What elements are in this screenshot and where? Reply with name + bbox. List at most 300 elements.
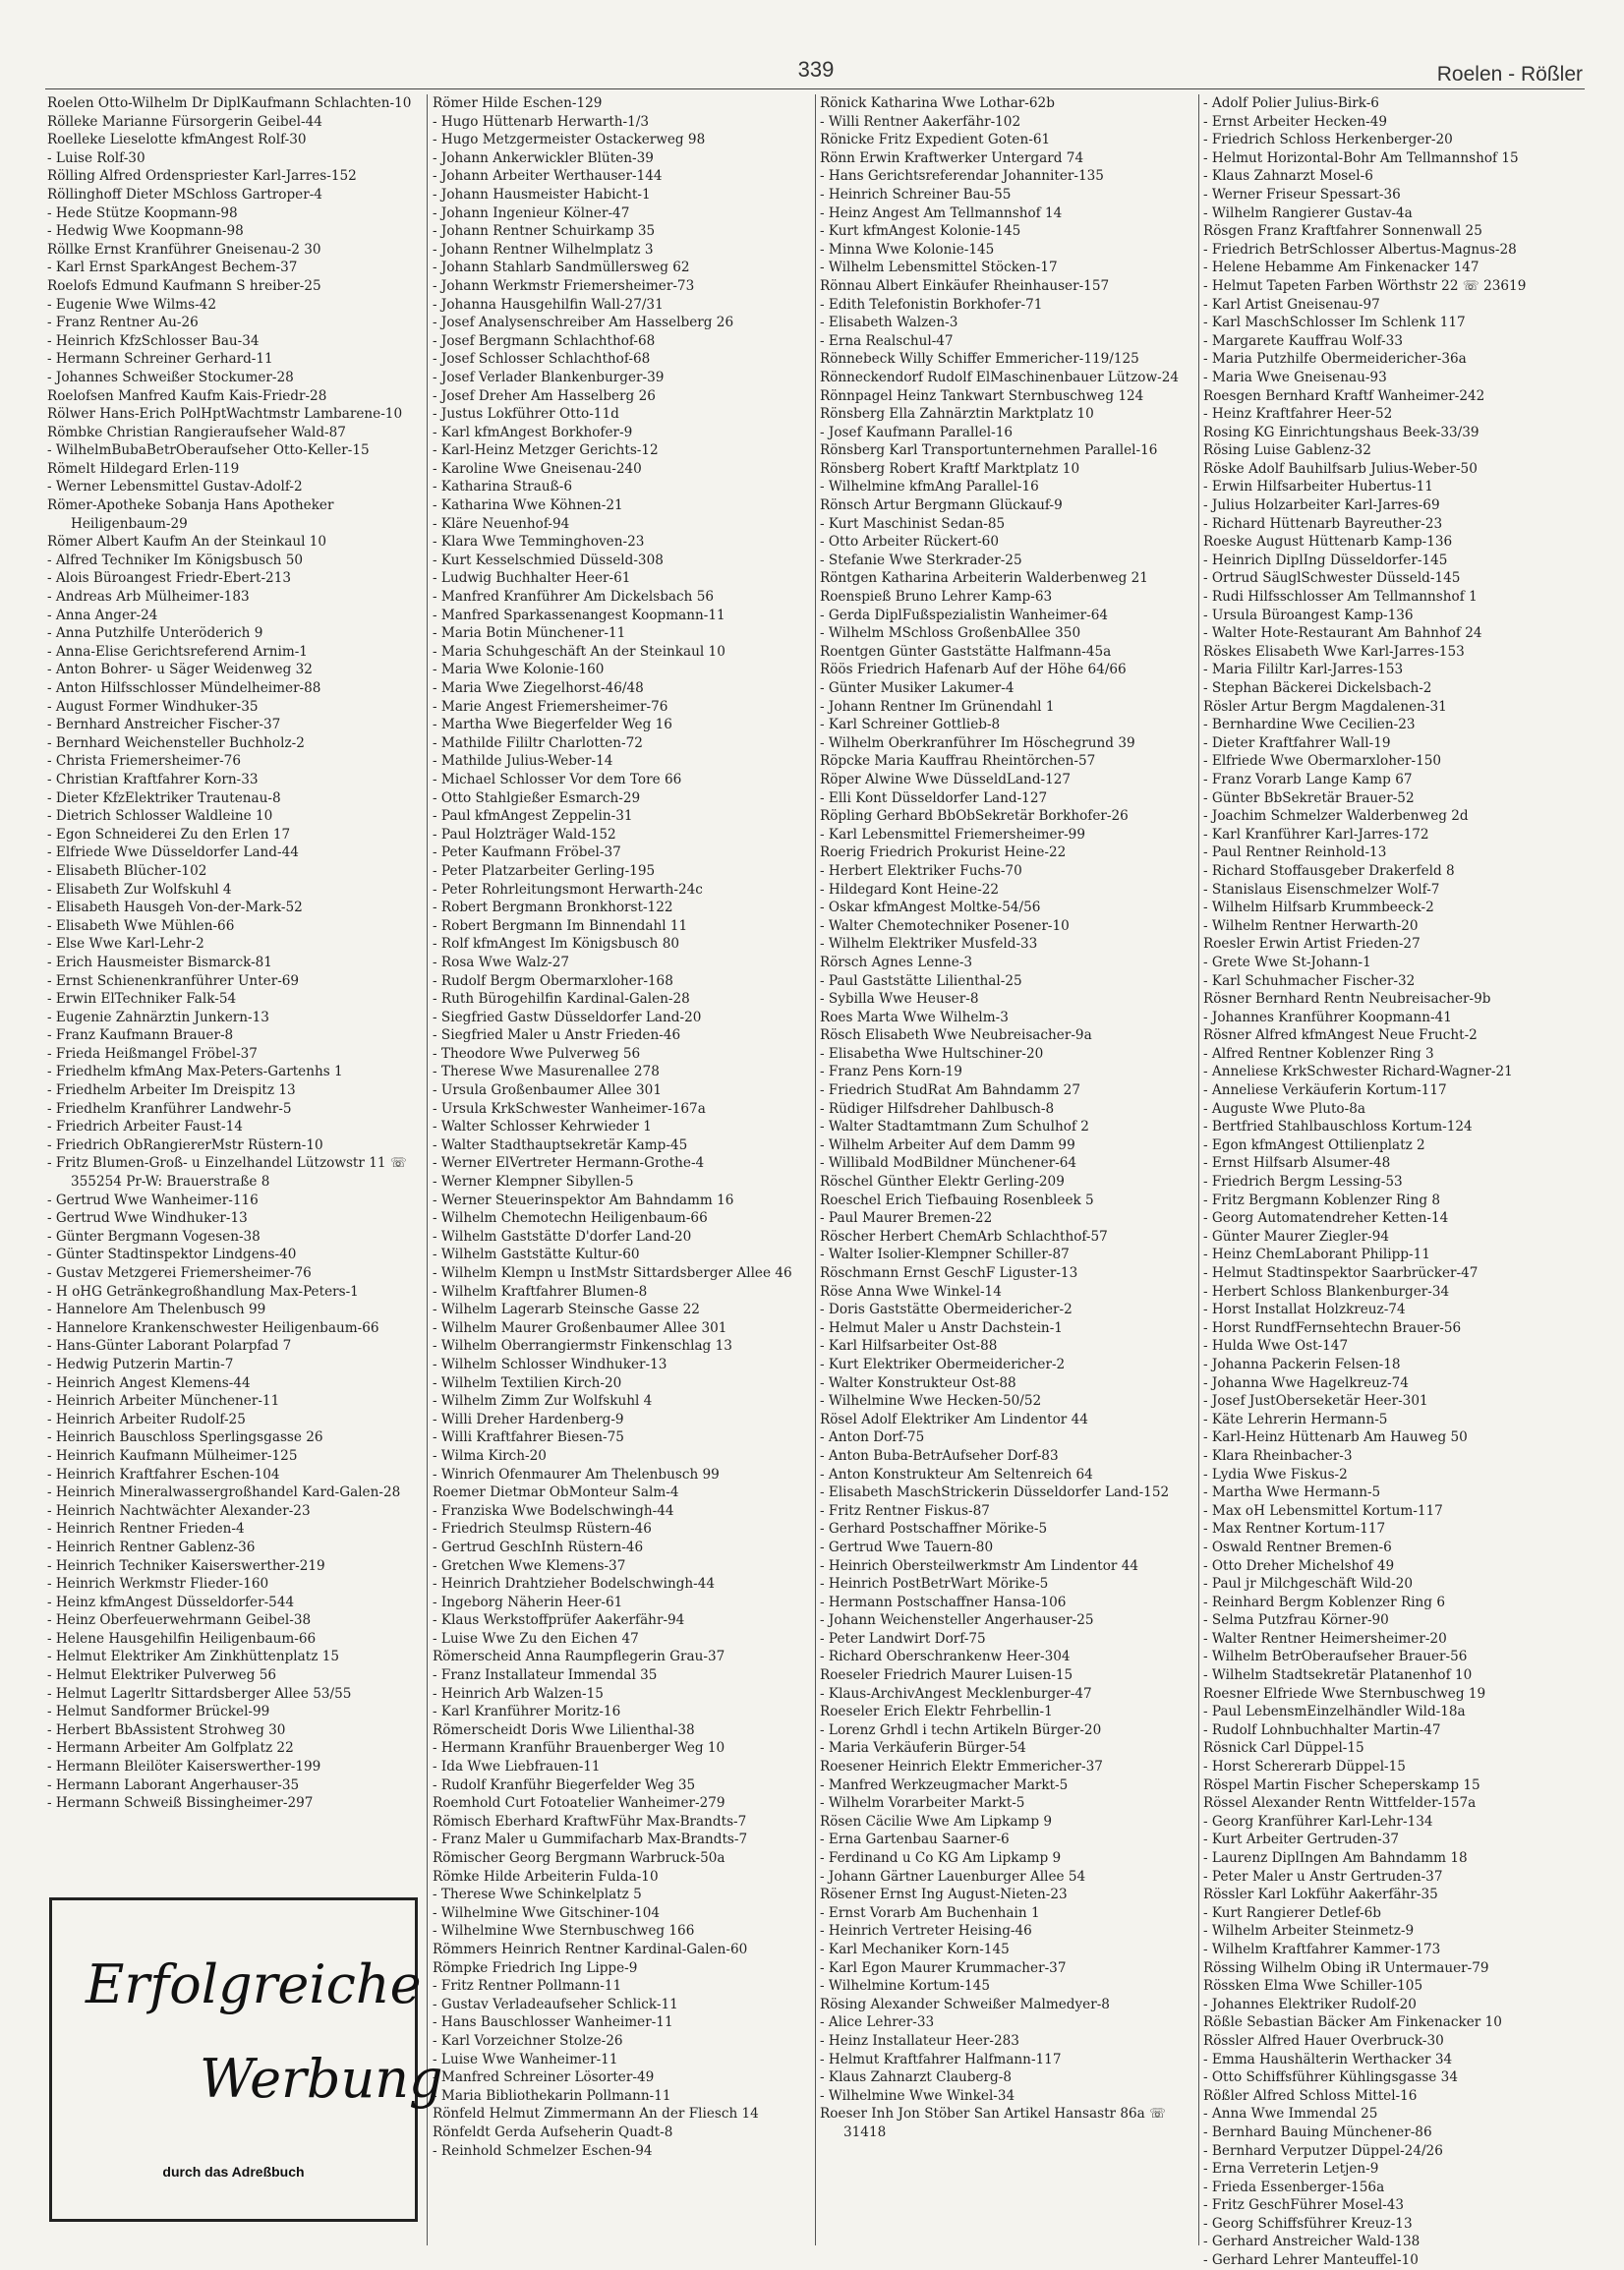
directory-entry: - Elisabeth Walzen-3	[820, 315, 958, 331]
directory-entry: - Wilhelmine kfmAng Parallel-16	[820, 479, 1039, 495]
directory-entry: - Ludwig Buchhalter Heer-61	[433, 570, 631, 587]
directory-entry: - Ursula Büroangest Kamp-136	[1203, 607, 1414, 623]
directory-entry: Rönnpagel Heinz Tankwart Sternbuschweg 124	[820, 387, 1144, 404]
directory-entry: - Peter Rohrleitungsmont Herwarth-24c	[433, 881, 703, 898]
directory-entry: - Walter Chemotechniker Posener-10	[820, 917, 1070, 934]
directory-entry: - Elli Kont Düsseldorfer Land-127	[820, 789, 1048, 806]
directory-entry: - Dieter Kraftfahrer Wall-19	[1203, 734, 1391, 751]
directory-entry: - Johann Ingenieur Kölner-47	[433, 204, 630, 221]
directory-entry: - Helmut Kraftfahrer Halfmann-117	[820, 2051, 1062, 2067]
directory-entry: - Wilhelmine Wwe Winkel-34	[820, 2087, 1015, 2104]
directory-entry: - Anton Dorf-75	[820, 1429, 925, 1446]
directory-entry: - Johannes Kranführer Koopmann-41	[1203, 1009, 1452, 1025]
directory-entry: - Bernhardine Wwe Cecilien-23	[1203, 717, 1416, 733]
directory-entry: - Theodore Wwe Pulverweg 56	[433, 1045, 641, 1062]
directory-entry: - Helmut Elektriker Pulverweg 56	[47, 1667, 277, 1684]
directory-entry: - Stephan Bäckerei Dickelsbach-2	[1203, 680, 1432, 696]
directory-column-2	[433, 94, 812, 2242]
directory-entry: Rössler Karl Lokführ Aakerfähr-35	[1203, 1887, 1438, 1903]
directory-entry: - Karl Vorzeichner Stolze-26	[433, 2032, 623, 2049]
directory-entry: - Klaus Zahnarzt Mosel-6	[1203, 168, 1373, 185]
directory-entry: - Heinz Kraftfahrer Heer-52	[1203, 406, 1393, 423]
directory-entry: - Helmut Stadtinspektor Saarbrücker-47	[1203, 1265, 1479, 1281]
ad-tagline: durch das Adreßbuch	[162, 2164, 305, 2180]
directory-entry: Römerscheidt Doris Wwe Lilienthal-38	[433, 1721, 695, 1738]
directory-entry: Rölling Alfred Ordenspriester Karl-Jarres-152	[47, 168, 357, 185]
directory-entry: - Gretchen Wwe Klemens-37	[433, 1557, 626, 1574]
directory-entry: - Wilhelmine Wwe Gitschiner-104	[433, 1904, 661, 1921]
directory-entry: - Günter Bergmann Vogesen-38	[47, 1228, 261, 1245]
directory-entry: Roeschel Erich Tiefbauing Rosenbleek 5	[820, 1192, 1094, 1208]
directory-entry: - Erna Gartenbau Saarner-6	[820, 1832, 1010, 1848]
directory-entry: Roesener Heinrich Elektr Emmericher-37	[820, 1759, 1103, 1775]
directory-entry: - Paul Gaststätte Lilienthal-25	[820, 972, 1022, 989]
directory-entry: - Helmut Horizontal-Bohr Am Tellmannshof 15	[1203, 149, 1519, 166]
directory-entry: - Willi Kraftfahrer Biesen-75	[433, 1429, 624, 1446]
directory-entry: - Helene Hebamme Am Finkenacker 147	[1203, 260, 1479, 276]
directory-entry: - Karl Ernst SparkAngest Bechem-37	[47, 260, 298, 276]
directory-entry: - Heinrich Kraftfahrer Eschen-104	[47, 1466, 280, 1483]
directory-entry: - Reinhard Bergm Koblenzer Ring 6	[1203, 1594, 1445, 1610]
directory-entry: - Anna Anger-24	[47, 607, 158, 623]
directory-entry: - Peter Landwirt Dorf-75	[820, 1630, 986, 1647]
directory-entry: - Friedrich Bergm Lessing-53	[1203, 1174, 1403, 1191]
directory-entry: - Doris Gaststätte Obermeidericher-2	[820, 1302, 1073, 1318]
directory-entry: Rösing Luise Gablenz-32	[1203, 442, 1371, 459]
directory-entry: - Heinrich Arbeiter Münchener-11	[47, 1393, 280, 1410]
directory-entry: - Ernst Vorarb Am Buchenhain 1	[820, 1904, 1040, 1921]
directory-entry: - Alois Büroangest Friedr-Ebert-213	[47, 570, 291, 587]
directory-entry: - Maria Verkäuferin Bürger-54	[820, 1740, 1026, 1757]
directory-entry: - Maria Wwe Kolonie-160	[433, 662, 605, 678]
directory-entry: - Anneliese KrkSchwester Richard-Wagner-21	[1203, 1064, 1513, 1080]
directory-entry: - Hans-Günter Laborant Polarpfad 7	[47, 1338, 292, 1355]
directory-entry: - Egon Schneiderei Zu den Erlen 17	[47, 826, 291, 843]
directory-entry: - Ortrud SäuglSchwester Düsseld-145	[1203, 570, 1461, 587]
directory-entry: - Elisabeth Blücher-102	[47, 862, 207, 879]
directory-entry: - Gerda DiplFußspezialistin Wanheimer-64	[820, 607, 1109, 623]
directory-entry: Rönicke Fritz Expedient Goten-61	[820, 132, 1051, 148]
directory-entry: - Josef JustOberseketär Heer-301	[1203, 1393, 1428, 1410]
directory-entry: - Heinrich Arb Walzen-15	[433, 1685, 604, 1702]
directory-entry: - Helmut Maler u Anstr Dachstein-1	[820, 1319, 1063, 1336]
directory-entry: Roelleke Lieselotte kfmAngest Rolf-30	[47, 132, 307, 148]
directory-entry: - Friedrich Steulmsp Rüstern-46	[433, 1521, 652, 1538]
directory-entry: - Otto Arbeiter Rückert-60	[820, 534, 999, 551]
directory-entry: - Klaus Zahnarzt Clauberg-8	[820, 2069, 1012, 2086]
directory-entry: - Frieda Heißmangel Fröbel-37	[47, 1045, 258, 1062]
directory-entry: - Karl Artist Gneisenau-97	[1203, 296, 1380, 313]
directory-entry: - Kurt Elektriker Obermeidericher-2	[820, 1356, 1066, 1372]
directory-entry: - Wilhelm Elektriker Musfeld-33	[820, 936, 1038, 953]
directory-entry: - Willi Dreher Hardenberg-9	[433, 1411, 624, 1427]
directory-entry: Römbke Christian Rangieraufseher Wald-87	[47, 424, 346, 440]
directory-entry: Rössken Elma Wwe Schiller-105	[1203, 1978, 1423, 1995]
directory-entry: - Werner Lebensmittel Gustav-Adolf-2	[47, 479, 303, 495]
directory-entry: - Werner Klempner Sibyllen-5	[433, 1174, 634, 1191]
directory-entry: - Elisabeth Wwe Mühlen-66	[47, 917, 235, 934]
directory-entry: - Günter Musiker Lakumer-4	[820, 680, 1015, 696]
directory-entry: - August Former Windhuker-35	[47, 698, 259, 715]
directory-entry: - Hannelore Krankenschwester Heiligenbaum-66	[47, 1319, 379, 1336]
directory-entry: Römke Hilde Arbeiterin Fulda-10	[433, 1868, 659, 1885]
directory-entry: - Friedhelm Arbeiter Im Dreispitz 13	[47, 1082, 296, 1099]
directory-entry: - Heinrich Rentner Frieden-4	[47, 1521, 245, 1538]
directory-entry: - Johannes Schweißer Stockumer-28	[47, 369, 294, 385]
directory-entry: - Karl Egon Maurer Krummacher-37	[820, 1959, 1067, 1976]
header-rule	[45, 88, 1585, 89]
directory-entry: - Wilhelm Zimm Zur Wolfskuhl 4	[433, 1393, 653, 1410]
directory-entry: - Ernst Arbeiter Hecken-49	[1203, 113, 1388, 130]
directory-entry: Röper Alwine Wwe DüsseldLand-127	[820, 771, 1072, 787]
directory-entry: - Emma Haushälterin Werthacker 34	[1203, 2051, 1453, 2067]
directory-entry: - Bernhard Anstreicher Fischer-37	[47, 717, 281, 733]
directory-entry: - Auguste Wwe Pluto-8a	[1203, 1100, 1365, 1117]
directory-entry: - Luise Rolf-30	[47, 149, 145, 166]
directory-entry: - Josef Kaufmann Parallel-16	[820, 424, 1014, 440]
directory-entry: - Franz Installateur Immendal 35	[433, 1667, 658, 1684]
directory-entry: - Else Wwe Karl-Lehr-2	[47, 936, 204, 953]
directory-entry: - Hermann Postschaffner Hansa-106	[820, 1594, 1067, 1610]
directory-entry: Römpke Friedrich Ing Lippe-9	[433, 1959, 638, 1976]
directory-entry: - Wilhelm Klempn u InstMstr Sittardsberger Allee 46	[433, 1265, 792, 1281]
directory-entry: - Erna Verreterin Letjen-9	[1203, 2161, 1379, 2178]
directory-entry: Roesler Erwin Artist Frieden-27	[1203, 936, 1421, 953]
directory-entry: - Hedwig Putzerin Martin-7	[47, 1356, 234, 1372]
directory-entry: - Bernhard Verputzer Düppel-24/26	[1203, 2142, 1443, 2159]
directory-entry: - Ida Wwe Liebfrauen-11	[433, 1759, 601, 1775]
directory-entry: - Herbert BbAssistent Strohweg 30	[47, 1721, 286, 1738]
directory-entry: - Paul kfmAngest Zeppelin-31	[433, 808, 633, 825]
directory-entry: - Maria Wwe Ziegelhorst-46/48	[433, 680, 644, 696]
directory-entry: Rößle Sebastian Bäcker Am Finkenacker 10	[1203, 2014, 1502, 2031]
directory-entry: - Josef Analysenschreiber Am Hasselberg 26	[433, 315, 734, 331]
ad-headline: Erfolgreiche	[86, 1953, 422, 2015]
directory-entry: - Rudolf Lohnbuchhalter Martin-47	[1203, 1721, 1441, 1738]
directory-entry: - Wilhelm Lebensmittel Stöcken-17	[820, 260, 1058, 276]
directory-entry: Röpling Gerhard BbObSekretär Borkhofer-26	[820, 808, 1129, 825]
directory-entry: - Josef Verlader Blankenburger-39	[433, 369, 665, 385]
directory-entry: - Heinrich Techniker Kaiserswerther-219	[47, 1557, 325, 1574]
directory-entry: - Rudolf Kranführ Biegerfelder Weg 35	[433, 1776, 696, 1793]
column-rule	[1198, 94, 1199, 2245]
directory-entry: - Winrich Ofenmaurer Am Thelenbusch 99	[433, 1466, 720, 1483]
directory-entry: - Käte Lehrerin Hermann-5	[1203, 1411, 1388, 1427]
directory-entry: - Gertrud GeschInh Rüstern-46	[433, 1539, 644, 1555]
directory-entry: - Karl Kranführer Moritz-16	[433, 1704, 621, 1720]
directory-entry: Rönfeld Helmut Zimmermann An der Fliesch 14	[433, 2106, 759, 2123]
directory-entry: - Walter Isolier-Klempner Schiller-87	[820, 1247, 1070, 1263]
directory-entry: - Karl Schuhmacher Fischer-32	[1203, 972, 1416, 989]
directory-entry: - Christian Kraftfahrer Korn-33	[47, 771, 259, 787]
directory-entry: - Johann Weichensteller Angerhauser-25	[820, 1612, 1094, 1629]
directory-entry: - Johann Werkmstr Friemersheimer-73	[433, 277, 695, 294]
directory-entry: - Rudolf Bergm Obermarxloher-168	[433, 972, 673, 989]
directory-entry: Rösch Elisabeth Wwe Neubreisacher-9a	[820, 1027, 1092, 1044]
column-rule	[815, 94, 816, 2245]
directory-entry: - Siegfried Gastw Düsseldorfer Land-20	[433, 1009, 702, 1025]
directory-entry: - Hede Stütze Koopmann-98	[47, 204, 238, 221]
directory-entry: - Elfriede Wwe Obermarxloher-150	[1203, 753, 1442, 770]
directory-entry: - Hermann Arbeiter Am Golfplatz 22	[47, 1740, 294, 1757]
directory-entry: - Friedrich BetrSchlosser Albertus-Magnus-28	[1203, 241, 1517, 258]
directory-entry: Rölwer Hans-Erich PolHptWachtmstr Lambarene-10	[47, 406, 403, 423]
directory-entry: - Willibald ModBildner Münchener-64	[820, 1155, 1077, 1172]
directory-entry: Rösener Ernst Ing August-Nieten-23	[820, 1887, 1068, 1903]
directory-entry: Röse Anna Wwe Winkel-14	[820, 1283, 1002, 1300]
directory-entry: - Heinrich Drahtzieher Bodelschwingh-44	[433, 1576, 716, 1593]
directory-entry: - Anton Buba-BetrAufseher Dorf-83	[820, 1447, 1059, 1464]
directory-entry: - Laurenz DiplIngen Am Bahndamm 18	[1203, 1850, 1468, 1866]
directory-entry: - Edith Telefonistin Borkhofer-71	[820, 296, 1043, 313]
directory-entry: - Herbert Schloss Blankenburger-34	[1203, 1283, 1450, 1300]
directory-entry: - Wilhelmine Wwe Sternbuschweg 166	[433, 1923, 695, 1940]
directory-entry: - Max Rentner Kortum-117	[1203, 1521, 1386, 1538]
directory-entry: - Grete Wwe St-Johann-1	[1203, 954, 1371, 970]
directory-entry: - Minna Wwe Kolonie-145	[820, 241, 995, 258]
directory-entry: - Josef Dreher Am Hasselberg 26	[433, 387, 656, 404]
directory-entry: - Hannelore Am Thelenbusch 99	[47, 1302, 266, 1318]
directory-entry: - Josef Schlosser Schlachthof-68	[433, 351, 651, 368]
directory-entry: Rössel Alexander Rentn Wittfelder-157a	[1203, 1795, 1477, 1812]
directory-entry: - Bernhard Bauing Münchener-86	[1203, 2124, 1432, 2140]
directory-entry: - Paul Holzträger Wald-152	[433, 826, 616, 843]
directory-entry: - Karl-Heinz Metzger Gerichts-12	[433, 442, 659, 459]
directory-entry: - Gertrud Wwe Wanheimer-116	[47, 1192, 259, 1208]
directory-entry: - Robert Bergmann Bronkhorst-122	[433, 900, 673, 916]
directory-entry: - Dietrich Schlosser Waldleine 10	[47, 808, 273, 825]
directory-entry: - Wilhelm Gaststätte D'dorfer Land-20	[433, 1228, 692, 1245]
directory-entry: - Oskar kfmAngest Moltke-54/56	[820, 900, 1041, 916]
directory-entry: - Fritz Rentner Pollmann-11	[433, 1978, 622, 1995]
directory-entry: - Franz Maler u Gummifacharb Max-Brandts-7	[433, 1832, 748, 1848]
directory-entry: - Heinz Angest Am Tellmannshof 14	[820, 204, 1063, 221]
directory-entry: - Maria Schuhgeschäft An der Steinkaul 10	[433, 643, 725, 660]
directory-entry: Roes Marta Wwe Wilhelm-3	[820, 1009, 1009, 1025]
directory-entry: - Johannes Elektriker Rudolf-20	[1203, 1996, 1417, 2012]
directory-entry: Rösing Alexander Schweißer Malmedyer-8	[820, 1996, 1110, 2012]
directory-entry: - Werner Friseur Spessart-36	[1203, 186, 1401, 203]
directory-entry: - Wilhelm Schlosser Windhuker-13	[433, 1356, 667, 1372]
directory-entry: - Martha Wwe Biegerfelder Weg 16	[433, 717, 672, 733]
directory-entry: - Richard Hüttenarb Bayreuther-23	[1203, 515, 1443, 532]
directory-entry: Rösler Artur Bergm Magdalenen-31	[1203, 698, 1447, 715]
directory-entry: - Friedrich StudRat Am Bahndamm 27	[820, 1082, 1080, 1099]
directory-entry: - Anneliese Verkäuferin Kortum-117	[1203, 1082, 1447, 1099]
directory-entry: - Siegfried Maler u Anstr Frieden-46	[433, 1027, 681, 1044]
directory-entry: - Luise Wwe Zu den Eichen 47	[433, 1630, 639, 1647]
directory-entry: - Christa Friemersheimer-76	[47, 753, 241, 770]
directory-entry: Rössler Alfred Hauer Overbruck-30	[1203, 2032, 1444, 2049]
directory-entry: - Klaus Werkstoffprüfer Aakerfähr-94	[433, 1612, 685, 1629]
directory-entry: Römer Albert Kaufm An der Steinkaul 10	[47, 534, 327, 551]
directory-entry: Rönsberg Karl Transportunternehmen Parallel-16	[820, 442, 1158, 459]
directory-entry: Röspel Martin Fischer Scheperskamp 15	[1203, 1776, 1480, 1793]
directory-entry: - Hans Bauschlosser Wanheimer-11	[433, 2014, 673, 2031]
directory-entry: Rösel Adolf Elektriker Am Lindentor 44	[820, 1411, 1088, 1427]
directory-entry: - Hildegard Kont Heine-22	[820, 881, 999, 898]
directory-entry: - Johann Ankerwickler Blüten-39	[433, 149, 654, 166]
directory-entry: Röske Adolf Bauhilfsarb Julius-Weber-50	[1203, 460, 1478, 477]
directory-entry: - Karl MaschSchlosser Im Schlenk 117	[1203, 315, 1466, 331]
directory-entry: - Manfred Schreiner Lösorter-49	[433, 2069, 655, 2086]
directory-entry: - Franziska Wwe Bodelschwingh-44	[433, 1502, 674, 1519]
page-header	[0, 0, 1624, 98]
directory-entry: - Günter Maurer Ziegler-94	[1203, 1228, 1390, 1245]
directory-entry: - Wilhelm Gaststätte Kultur-60	[433, 1247, 640, 1263]
directory-entry: - Wilhelmine Kortum-145	[820, 1978, 990, 1995]
directory-entry: - Peter Platzarbeiter Gerling-195	[433, 862, 656, 879]
directory-entry: Röschmann Ernst GeschF Liguster-13	[820, 1265, 1078, 1281]
directory-entry: - Heinrich KfzSchlosser Bau-34	[47, 332, 260, 349]
directory-entry: - Alfred Techniker Im Königsbusch 50	[47, 552, 304, 568]
directory-entry: Römmers Heinrich Rentner Kardinal-Galen-60	[433, 1941, 748, 1957]
directory-entry: Roentgen Günter Gaststätte Halfmann-45a	[820, 643, 1112, 660]
directory-entry: - Georg Kranführer Karl-Lehr-134	[1203, 1813, 1433, 1830]
directory-entry: - Ingeborg Näherin Heer-61	[433, 1594, 623, 1610]
directory-entry: - Heinrich Schreiner Bau-55	[820, 186, 1012, 203]
directory-entry: - Hermann Schweiß Bissingheimer-297	[47, 1795, 314, 1812]
directory-entry: - Helmut Sandformer Brückel-99	[47, 1704, 270, 1720]
directory-entry: - Johann Rentner Wilhelmplatz 3	[433, 241, 654, 258]
directory-entry: Roemer Dietmar ObMonteur Salm-4	[433, 1484, 679, 1501]
directory-entry: - Friedhelm kfmAng Max-Peters-Gartenhs 1	[47, 1064, 343, 1080]
directory-entry: - Maria Bibliothekarin Pollmann-11	[433, 2087, 671, 2104]
directory-entry: - Wilhelm Lagerarb Steinsche Gasse 22	[433, 1302, 700, 1318]
directory-entry: - Kurt Arbeiter Gertruden-37	[1203, 1832, 1400, 1848]
directory-entry: - Anton Bohrer- u Säger Weidenweg 32	[47, 662, 313, 678]
directory-entry: - Dieter KfzElektriker Trautenau-8	[47, 789, 281, 806]
directory-entry: - Luise Wwe Wanheimer-11	[433, 2051, 618, 2067]
directory-entry: - Horst RundfFernsehtechn Brauer-56	[1203, 1319, 1462, 1336]
directory-entry: - Wilhelm Vorarbeiter Markt-5	[820, 1795, 1025, 1812]
directory-entry: - Johann Arbeiter Werthauser-144	[433, 168, 663, 185]
directory-entry: - Margarete Kauffrau Wolf-33	[1203, 332, 1403, 349]
directory-entry: - Manfred Sparkassenangest Koopmann-11	[433, 607, 725, 623]
directory-entry: Roeske August Hüttenarb Kamp-136	[1203, 534, 1453, 551]
directory-entry: - Franz Pens Korn-19	[820, 1064, 962, 1080]
directory-entry: - Maria Wwe Gneisenau-93	[1203, 369, 1387, 385]
directory-entry: - Georg Schiffsführer Kreuz-13	[1203, 2215, 1413, 2232]
directory-entry: - Franz Vorarb Lange Kamp 67	[1203, 771, 1413, 787]
directory-entry: - Peter Maler u Anstr Gertruden-37	[1203, 1868, 1443, 1885]
directory-entry: - Julius Holzarbeiter Karl-Jarres-69	[1203, 497, 1440, 514]
directory-entry: - Martha Wwe Hermann-5	[1203, 1484, 1381, 1501]
directory-entry: - Erwin Hilfsarbeiter Hubertus-11	[1203, 479, 1433, 495]
directory-entry: - Wilhelm Oberrangiermstr Finkenschlag 13	[433, 1338, 732, 1355]
directory-entry: Rönsberg Robert Kraftf Marktplatz 10	[820, 460, 1080, 477]
directory-entry: - Fritz GeschFührer Mosel-43	[1203, 2197, 1405, 2214]
directory-entry: Rönnebeck Willy Schiffer Emmericher-119/125	[820, 351, 1139, 368]
directory-entry: - Erwin ElTechniker Falk-54	[47, 991, 237, 1008]
directory-entry: - Elisabeth Zur Wolfskuhl 4	[47, 881, 232, 898]
directory-entry: - Karl Hilfsarbeiter Ost-88	[820, 1338, 998, 1355]
directory-entry: - Katharina Wwe Köhnen-21	[433, 497, 623, 514]
directory-entry: - Erich Hausmeister Bismarck-81	[47, 954, 272, 970]
directory-entry: - Klaus-ArchivAngest Mecklenburger-47	[820, 1685, 1092, 1702]
directory-entry: - Rolf kfmAngest Im Königsbusch 80	[433, 936, 680, 953]
directory-entry: - Frieda Essenberger-156a	[1203, 2179, 1385, 2195]
directory-entry: - Wilhelm Kraftfahrer Kammer-173	[1203, 1941, 1441, 1957]
directory-entry: - Hermann Bleilöter Kaiserswerther-199	[47, 1759, 321, 1775]
directory-entry: - Kurt Rangierer Detlef-6b	[1203, 1904, 1381, 1921]
directory-entry: - Kurt Kesselschmied Düsseld-308	[433, 552, 664, 568]
directory-entry: - Ferdinand u Co KG Am Lipkamp 9	[820, 1850, 1062, 1866]
directory-entry: Röllke Ernst Kranführer Gneisenau-2 30	[47, 241, 321, 258]
directory-entry: - Wilhelm Arbeiter Steinmetz-9	[1203, 1923, 1415, 1940]
directory-entry: - Karl Mechaniker Korn-145	[820, 1941, 1010, 1957]
directory-entry: - Wilma Kirch-20	[433, 1447, 547, 1464]
directory-entry: - Franz Kaufmann Brauer-8	[47, 1027, 234, 1044]
directory-entry: Rörsch Agnes Lenne-3	[820, 954, 973, 970]
directory-entry: - Friedrich Schloss Herkenberger-20	[1203, 132, 1453, 148]
directory-entry: Rönnau Albert Einkäufer Rheinhauser-157	[820, 277, 1110, 294]
directory-entry: - Heinrich Bauschloss Sperlingsgasse 26	[47, 1429, 323, 1446]
directory-entry: - Otto Stahlgießer Esmarch-29	[433, 789, 641, 806]
directory-entry: - Wilhelmine Wwe Hecken-50/52	[820, 1393, 1042, 1410]
directory-entry: - Otto Schiffsführer Kühlingsgasse 34	[1203, 2069, 1458, 2086]
directory-entry: - Herbert Elektriker Fuchs-70	[820, 862, 1022, 879]
directory-entry: - Wilhelm Oberkranführer Im Höschegrund 39	[820, 734, 1135, 751]
directory-entry: Rosing KG Einrichtungshaus Beek-33/39	[1203, 424, 1479, 440]
directory-entry: - Bertfried Stahlbauschloss Kortum-124	[1203, 1119, 1473, 1135]
directory-entry: - Otto Dreher Michelshof 49	[1203, 1557, 1395, 1574]
directory-entry: - Mathilde Fililtr Charlotten-72	[433, 734, 643, 751]
directory-entry: - Ernst Hilfsarb Alsumer-48	[1203, 1155, 1391, 1172]
directory-entry: - Günter BbSekretär Brauer-52	[1203, 789, 1415, 806]
directory-entry: - Max oH Lebensmittel Kortum-117	[1203, 1502, 1443, 1519]
directory-entry: Rösner Alfred kfmAngest Neue Frucht-2	[1203, 1027, 1478, 1044]
directory-entry: Römisch Eberhard KraftwFühr Max-Brandts-7	[433, 1813, 747, 1830]
directory-entry: - Paul jr Milchgeschäft Wild-20	[1203, 1576, 1414, 1593]
directory-entry: - Robert Bergmann Im Binnendahl 11	[433, 917, 688, 934]
directory-entry: - Hedwig Wwe Koopmann-98	[47, 223, 244, 240]
directory-entry: Römer Hilde Eschen-129	[433, 95, 603, 111]
directory-entry: - Hugo Hüttenarb Herwarth-1/3	[433, 113, 650, 130]
directory-entry: - Gertrud Wwe Tauern-80	[820, 1539, 994, 1555]
directory-entry: Roemhold Curt Fotoatelier Wanheimer-279	[433, 1795, 725, 1812]
directory-entry: - Lydia Wwe Fiskus-2	[1203, 1466, 1348, 1483]
directory-entry: - Gerhard Postschaffner Mörike-5	[820, 1521, 1048, 1538]
directory-entry: - Karl Kranführer Karl-Jarres-172	[1203, 826, 1429, 843]
directory-entry: - Wilhelm Rentner Herwarth-20	[1203, 917, 1419, 934]
directory-entry: Roelofs Edmund Kaufmann S hreiber-25	[47, 277, 321, 294]
directory-entry: - Hermann Schreiner Gerhard-11	[47, 351, 273, 368]
directory-entry: - Fritz Blumen-Groß- u Einzelhandel Lützowstr 11 ☏ 355254 Pr-W: Brauerstraße 8	[47, 1155, 407, 1191]
directory-entry: Rösen Cäcilie Wwe Am Lipkamp 9	[820, 1813, 1053, 1830]
directory-entry: - Werner ElVertreter Hermann-Grothe-4	[433, 1155, 705, 1172]
directory-entry: Rönsch Artur Bergmann Glückauf-9	[820, 497, 1063, 514]
directory-entry: - Johanna Wwe Hagelkreuz-74	[1203, 1374, 1409, 1391]
directory-entry: - Georg Automatendreher Ketten-14	[1203, 1210, 1449, 1227]
directory-entry: - Wilhelm Arbeiter Auf dem Damm 99	[820, 1136, 1075, 1153]
directory-entry: - Walter Stadthauptsekretär Kamp-45	[433, 1136, 688, 1153]
directory-entry: - Anton Hilfsschlosser Mündelheimer-88	[47, 680, 321, 696]
directory-entry: - Heinz kfmAngest Düsseldorfer-544	[47, 1594, 295, 1610]
directory-entry: - Elisabeth MaschStrickerin Düsseldorfer Land-152	[820, 1484, 1170, 1501]
directory-entry: Rössing Wilhelm Obing iR Untermauer-79	[1203, 1959, 1489, 1976]
directory-entry: - Heinrich Obersteilwerkmstr Am Lindentor 44	[820, 1557, 1139, 1574]
directory-entry: - Selma Putzfrau Körner-90	[1203, 1612, 1389, 1629]
directory-entry: Roerig Friedrich Prokurist Heine-22	[820, 844, 1067, 861]
directory-entry: Röscher Herbert ChemArb Schlachthof-57	[820, 1228, 1108, 1245]
directory-entry: - Karoline Wwe Gneisenau-240	[433, 460, 642, 477]
directory-column-4	[1203, 94, 1585, 2269]
directory-entry: Rönfeldt Gerda Aufseherin Quadt-8	[433, 2124, 673, 2140]
directory-entry: - Karl Lebensmittel Friemersheimer-99	[820, 826, 1085, 843]
directory-entry: - Justus Lokführer Otto-11d	[433, 406, 619, 423]
directory-entry: - Therese Wwe Schinkelplatz 5	[433, 1887, 642, 1903]
